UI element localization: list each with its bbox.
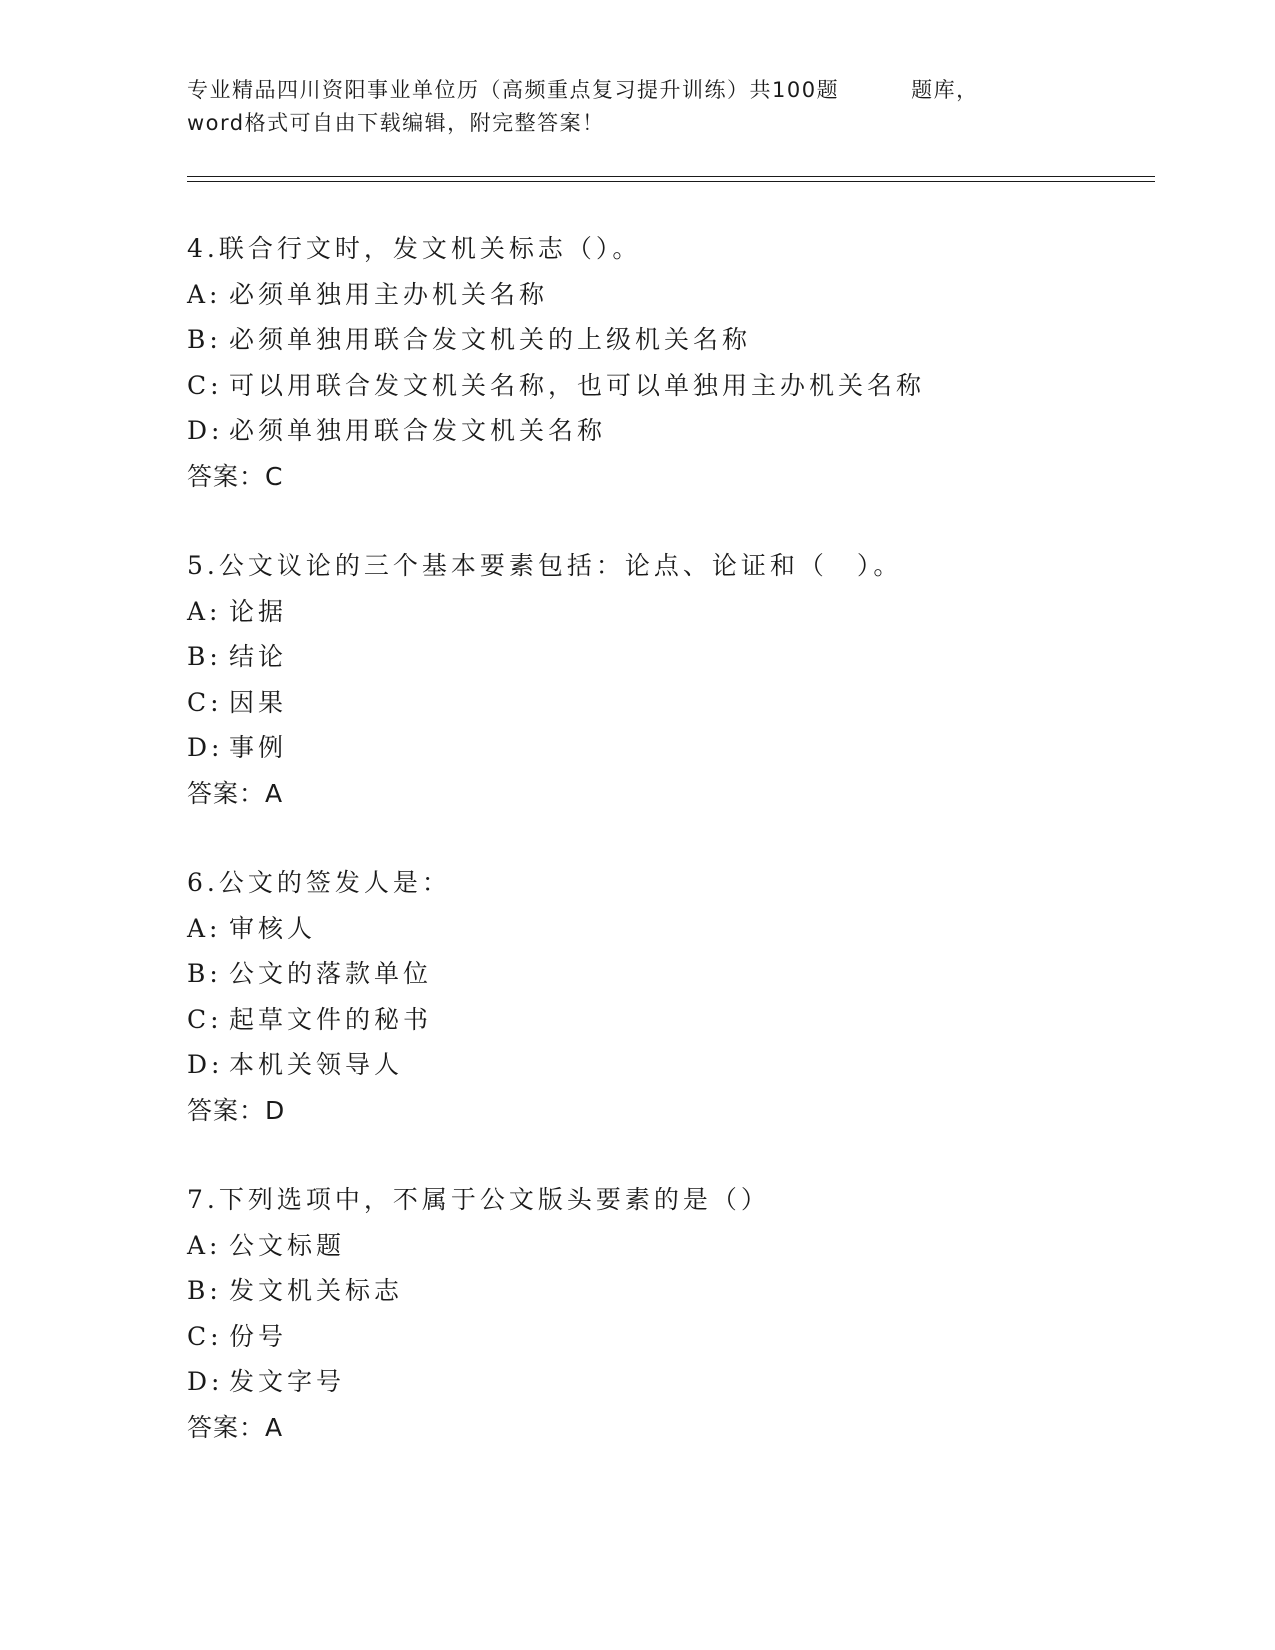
option-key: C: (187, 370, 223, 400)
header-title: 专业精品四川资阳事业单位历（高频重点复习提升训练）共100题 (187, 78, 840, 102)
option-key: C: (187, 687, 223, 717)
option-key: D: (187, 1050, 224, 1079)
header-divider-top (187, 176, 1155, 177)
question-text: 7.下列选项中，不属于公文版头要素的是（） (187, 1185, 770, 1214)
question-text: 5.公文议论的三个基本要素包括：论点、论证和（ ）。 (187, 551, 903, 580)
option-key: B: (187, 959, 222, 988)
option-key: D: (187, 733, 224, 762)
option-text: 发文字号 (229, 1367, 346, 1396)
option-key: C: (187, 1321, 223, 1351)
option-key: D: (187, 1367, 224, 1396)
option-c (187, 1314, 1167, 1360)
answer-text: 答案：D (187, 1095, 286, 1125)
option-text: 份号 (229, 1321, 288, 1351)
option-key: A: (187, 1230, 222, 1260)
question-block (187, 543, 1167, 816)
header-line-1 (187, 74, 1067, 107)
option-text: 必须单独用联合发文机关名称 (229, 416, 607, 445)
option-d (187, 1042, 1167, 1088)
header-line-2: word格式可自由下载编辑，附完整答案！ (187, 111, 605, 135)
option-b (187, 1268, 1167, 1314)
question-text: 4.联合行文时，发文机关标志（）。 (187, 234, 642, 263)
option-text: 可以用联合发文机关名称，也可以单独用主办机关名称 (229, 370, 926, 400)
question-block (187, 1177, 1167, 1450)
option-key: C: (187, 1004, 223, 1034)
answer-text: 答案：A (187, 778, 284, 808)
document-header (187, 74, 1067, 140)
answer-text: 答案：C (187, 461, 284, 491)
option-text: 发文机关标志 (229, 1276, 404, 1305)
option-text: 事例 (229, 733, 288, 762)
option-d (187, 408, 1167, 454)
option-key: A: (187, 596, 222, 626)
option-text: 结论 (229, 642, 288, 671)
option-key: B: (187, 325, 222, 354)
option-key: B: (187, 1276, 222, 1305)
option-text: 因果 (229, 687, 288, 717)
option-key: A: (187, 279, 222, 309)
option-text: 公文的落款单位 (229, 959, 433, 988)
option-a (187, 589, 1167, 635)
option-text: 审核人 (229, 913, 317, 943)
option-b (187, 951, 1167, 997)
option-a (187, 1223, 1167, 1269)
option-a (187, 272, 1167, 318)
header-title-tail: 题库， (911, 78, 979, 102)
option-d (187, 1359, 1167, 1405)
option-c (187, 363, 1167, 409)
option-b (187, 317, 1167, 363)
option-c (187, 680, 1167, 726)
option-key: B: (187, 642, 222, 671)
option-text: 必须单独用联合发文机关的上级机关名称 (229, 325, 752, 354)
option-b (187, 634, 1167, 680)
question-block (187, 860, 1167, 1133)
question-text: 6.公文的签发人是： (187, 868, 451, 897)
option-c (187, 997, 1167, 1043)
question-block (187, 226, 1167, 499)
answer-text: 答案：A (187, 1412, 284, 1442)
option-key: A: (187, 913, 222, 943)
option-text: 本机关领导人 (229, 1050, 404, 1079)
option-text: 必须单独用主办机关名称 (229, 279, 549, 309)
option-text: 公文标题 (229, 1230, 346, 1260)
option-d (187, 725, 1167, 771)
option-key: D: (187, 416, 224, 445)
option-text: 起草文件的秘书 (229, 1004, 433, 1034)
header-divider-bottom (187, 181, 1155, 182)
option-a (187, 906, 1167, 952)
option-text: 论据 (229, 596, 288, 626)
